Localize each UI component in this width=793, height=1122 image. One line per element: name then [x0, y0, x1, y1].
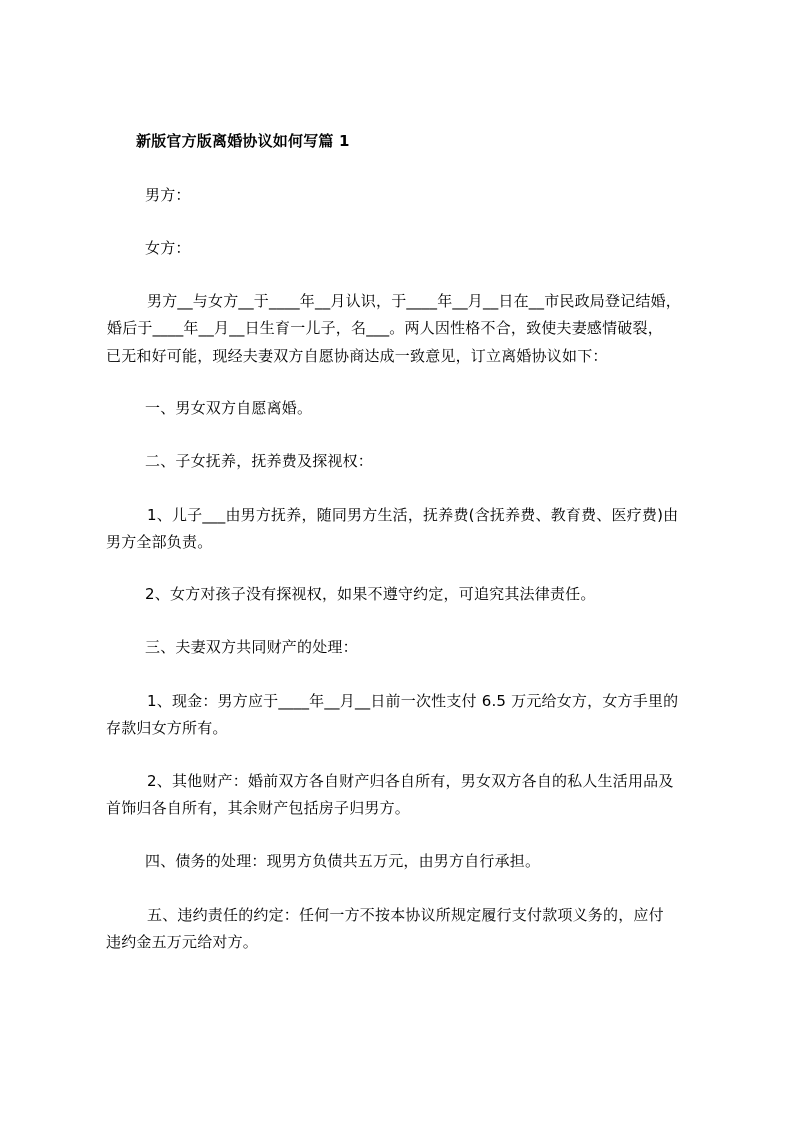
clause-5-line-1: 五、违约责任的约定：任何一方不按本协议所规定履行支付款项义务的，应付 [147, 906, 664, 924]
clause-2-1-line-1: 1、儿子___由男方抚养，随同男方生活，抚养费(含抚养费、教育费、医疗费)由 [147, 506, 679, 524]
clause-3-heading: 三、夫妻双方共同财产的处理： [145, 638, 358, 656]
intro-line-1: 男方__与女方__于____年__月认识，于____年__月__日在__市民政局登记结婚， [147, 292, 682, 310]
clause-3-1-line-2: 存款归女方所有。 [106, 719, 228, 737]
document-title: 新版官方版离婚协议如何写篇 1 [136, 132, 350, 150]
clause-3-1-line-1: 1、现金：男方应于____年__月__日前一次性支付 6.5 万元给女方，女方手里的 [147, 692, 679, 710]
intro-line-2: 婚后于____年__月__日生育一儿子，名___。两人因性格不合，致使夫妻感情破裂， [107, 319, 663, 337]
clause-3-2-line-1: 2、其他财产：婚前双方各自财产归各自所有，男女双方各自的私人生活用品及 [147, 772, 674, 790]
clause-1: 一、男女双方自愿离婚。 [145, 399, 313, 417]
clause-3-2-line-2: 首饰归各自所有，其余财产包括房子归男方。 [106, 799, 411, 817]
clause-2-1-line-2: 男方全部负责。 [106, 533, 213, 551]
clause-4: 四、债务的处理：现男方负债共五万元，由男方自行承担。 [145, 852, 541, 870]
clause-2-2: 2、女方对孩子没有探视权，如果不遵守约定，可追究其法律责任。 [145, 585, 596, 603]
clause-2-heading: 二、子女抚养，抚养费及探视权： [145, 452, 374, 470]
intro-line-3: 已无和好可能，现经夫妻双方自愿协商达成一致意见，订立离婚协议如下： [106, 347, 608, 365]
male-party-label: 男方： [145, 186, 191, 204]
clause-5-line-2: 违约金五万元给对方。 [106, 933, 259, 951]
female-party-label: 女方： [145, 239, 191, 257]
